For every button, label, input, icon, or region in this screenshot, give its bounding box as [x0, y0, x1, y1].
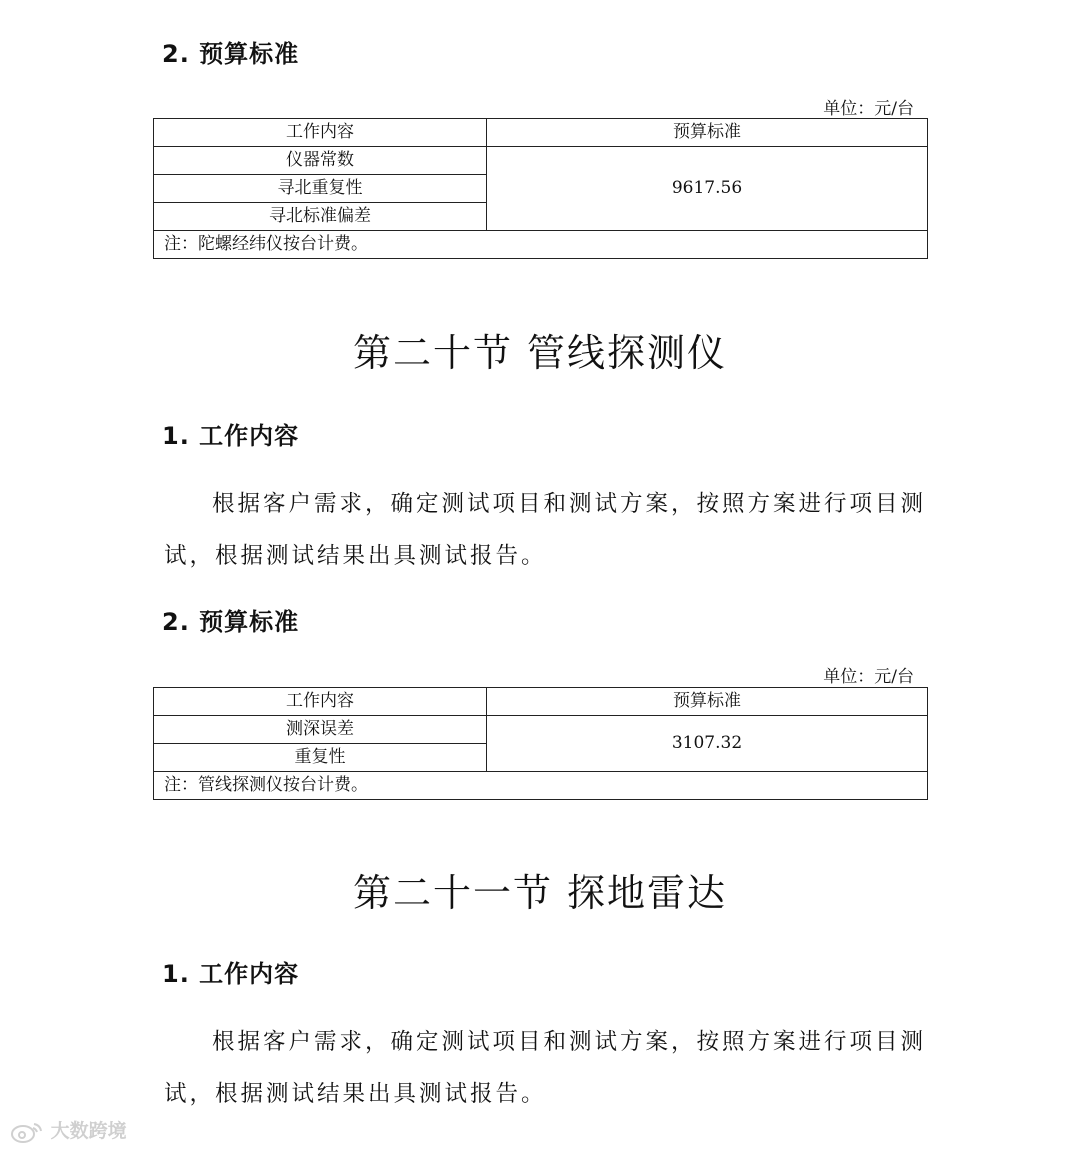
weibo-icon [10, 1121, 44, 1143]
section-title-20: 第二十节 管线探测仪 [352, 331, 728, 375]
table-header-budget: 预算标准 [487, 688, 928, 716]
paragraph-line: 试，根据测试结果出具测试报告。 [164, 1081, 547, 1107]
watermark [10, 1116, 127, 1143]
work-heading-21: 1. 工作内容 [162, 960, 300, 988]
table-cell-item: 测深误差 [154, 716, 487, 744]
table-row [154, 716, 928, 744]
table-note: 注：管线探测仪按台计费。 [154, 772, 928, 800]
budget-heading-1: 2. 预算标准 [162, 40, 300, 68]
table-cell-value: 9617.56 [487, 147, 928, 231]
paragraph-line: 试，根据测试结果出具测试报告。 [164, 543, 547, 569]
paragraph-line: 根据客户需求，确定测试项目和测试方案，按照方案进行项目测 [212, 1029, 927, 1055]
work-paragraph-21 [164, 1016, 927, 1120]
table-cell-item: 重复性 [154, 744, 487, 772]
table-cell-value: 3107.32 [487, 716, 928, 772]
work-paragraph-20 [164, 478, 927, 582]
section-title-21: 第二十一节 探地雷达 [352, 871, 728, 915]
table-header-row [154, 119, 928, 147]
table-cell-item: 仪器常数 [154, 147, 487, 175]
table-cell-item: 寻北重复性 [154, 175, 487, 203]
table-row [154, 147, 928, 175]
unit-label-20: 单位：元/台 [823, 667, 914, 687]
table-header-row [154, 688, 928, 716]
table-note-row [154, 772, 928, 800]
budget-heading-20: 2. 预算标准 [162, 608, 300, 636]
table-header-work-content: 工作内容 [154, 119, 487, 147]
watermark-text: 大数跨境 [50, 1120, 127, 1142]
table-note-row [154, 231, 928, 259]
table-header-budget: 预算标准 [487, 119, 928, 147]
table-cell-item: 寻北标准偏差 [154, 203, 487, 231]
table-note: 注：陀螺经纬仪按台计费。 [154, 231, 928, 259]
unit-label-1: 单位：元/台 [823, 99, 914, 119]
paragraph-line: 根据客户需求，确定测试项目和测试方案，按照方案进行项目测 [212, 491, 927, 517]
table-header-work-content: 工作内容 [154, 688, 487, 716]
budget-table-1 [153, 118, 928, 259]
budget-table-20 [153, 687, 928, 800]
work-heading-20: 1. 工作内容 [162, 422, 300, 450]
